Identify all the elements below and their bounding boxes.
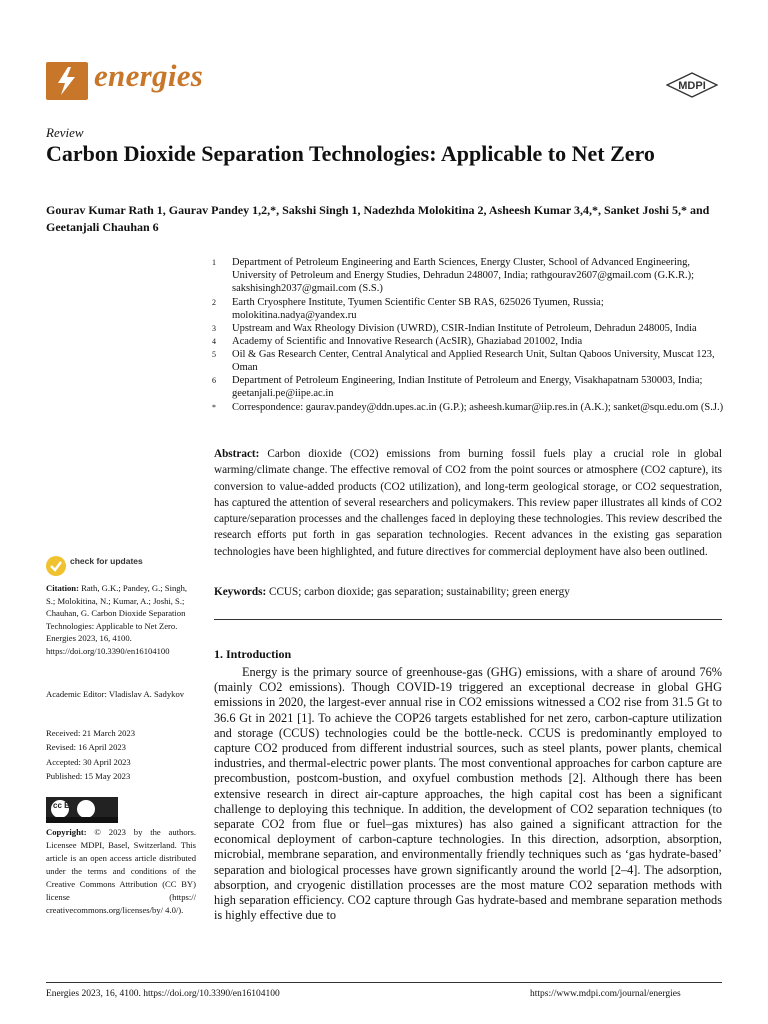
- article-title: Carbon Dioxide Separation Technologies: Applicable to Net Zero: [46, 141, 655, 166]
- copyright-text: © 2023 by the authors. Licensee MDPI, Basel, Switzerland. This article is an open access article distributed under the terms and conditions of the Creative Commons Attribution (CC BY) license (https:// creativecommons.org/licenses/by/ 4.0/).: [46, 827, 196, 915]
- affiliation-text: Department of Petroleum Engineering and Earth Sciences, Energy Cluster, School of Advanced Engineering, University of Petroleum and Energy Studies, Dehradun 248007, India; rathgourav2607@gmail.com (G.K.R.); sakshisingh2037@gmail.com (S.S.): [232, 257, 695, 294]
- journal-name[interactable]: energies: [94, 58, 204, 93]
- copyright-label: Copyright:: [46, 827, 87, 837]
- affiliation-text: Earth Cryosphere Institute, Tyumen Scientific Center SB RAS, 625026 Tyumen, Russia; molokitina.nadya@yandex.ru: [232, 297, 604, 321]
- date-revised: Revised: 16 April 2023: [46, 742, 126, 752]
- citation-block: [46, 582, 196, 657]
- check-for-updates-label: check for updates: [70, 556, 143, 566]
- copyright-notice: [46, 826, 196, 917]
- keywords: [214, 586, 722, 598]
- correspondence-text: Correspondence: gaurav.pandey@ddn.upes.ac.in (G.P.); asheesh.kumar@iip.res.in (A.K.); sanket@squ.edu.om (S.J.): [232, 402, 724, 413]
- affiliation-text: Upstream and Wax Rheology Division (UWRD), CSIR-Indian Institute of Petroleum, Dehradun 248005, India: [232, 323, 697, 334]
- affiliation-number: 4: [212, 337, 216, 346]
- affiliation-number: 6: [212, 376, 216, 385]
- citation-label: Citation:: [46, 583, 79, 593]
- abstract-label: Abstract:: [214, 448, 260, 460]
- check-for-updates-button[interactable]: [46, 556, 154, 578]
- affiliation-text: Oil & Gas Research Center, Central Analytical and Applied Research Unit, Sultan Qaboos University, Muscat 123, Oman: [232, 349, 715, 373]
- date-received: Received: 21 March 2023: [46, 728, 136, 738]
- affiliation-number: 5: [212, 350, 216, 359]
- abstract: [214, 446, 722, 560]
- affiliation-text: Academy of Scientific and Innovative Research (AcSIR), Ghaziabad 201002, India: [232, 336, 583, 347]
- abstract-text: Carbon dioxide (CO2) emissions from burning fossil fuels play a crucial role in global warming/climate change. The effective removal of CO2 from the point sources or atmosphere (CO2 capture), its conversion to value-added products (CO2 utilization), and long-term geological storage, or CO2 sequestration, has captured the attention of several researchers and policymakers. This review paper illustrates all kinds of CO2 capture/separation processes and the challenges faced in deploying these technologies. This review described the research efforts put forth in gas separation technologies. Recent advances in the existing gas separation technologies have been highlighted, and future directives for commercial deployment have also been outlined.: [214, 448, 723, 558]
- article-type: Review: [46, 125, 84, 140]
- author-list: Gourav Kumar Rath 1, Gaurav Pandey 1,2,*, Sakshi Singh 1, Nadezhda Molokitina 2, Asheesh Kumar 3,4,*, Sanket Joshi 5,* and Geetanjali Chauhan 6: [46, 203, 710, 234]
- date-accepted: Accepted: 30 April 2023: [46, 757, 131, 767]
- footer-citation: Energies 2023, 16, 4100. https://doi.org/10.3390/en16104100: [46, 989, 280, 999]
- academic-editor: Academic Editor: Vladislav A. Sadykov: [46, 689, 185, 699]
- cc-by-label: cc BY: [53, 801, 76, 810]
- correspondence-marker: *: [212, 403, 216, 412]
- affiliation-text: Department of Petroleum Engineering, Indian Institute of Petroleum and Energy, Visakhapatnam 530003, India; geetanjali.pe@iipe.ac.in: [232, 375, 703, 399]
- date-published: Published: 15 May 2023: [46, 771, 131, 781]
- footer-divider: [46, 982, 722, 983]
- check-icon: [46, 556, 66, 576]
- keywords-label: Keywords:: [214, 586, 267, 598]
- section-heading: 1. Introduction: [214, 647, 292, 661]
- footer-journal-link[interactable]: https://www.mdpi.com/journal/energies: [530, 989, 681, 999]
- affiliation-number: 2: [212, 298, 216, 307]
- journal-logo-icon: [46, 62, 88, 100]
- mdpi-logo[interactable]: [666, 72, 718, 98]
- introduction-paragraph: Energy is the primary source of greenhouse-gas (GHG) emissions, with a share of around 76% (mainly CO2 emissions). Though COVID-19 triggered an exceptional decrease in global GHG emissions in 2020, the largest-ever annual rise in CO2 emissions witnessed a CO2 rise from 31.5 Gt to 36.6 Gt in 2021 [1]. To achieve the COP26 targets established for net zero, carbon-capture utilization and storage (CCUS) technologies could be the bottle-neck. CCUS is predominantly employed to capture CO2 produced from different industrial sources, such as steel plants, power plants, chemical industries, and thermal-electric power plants. The most conventional approaches for carbon capture are precombustion, postcom-bustion, and oxyfuel combustion methods [2]. Although there has been extensive research in direct air-capture approaches, the high capital cost has been a significant challenge to deploying this technique. In addition, the development of CO2 separation techniques (to separate CO2 from flue or fuel–gas mixtures) has also gained a significant attraction for the economical deployment of carbon-capture technologies. In this direction, adsorption, absorption, microbial, membrane separation, and environmentally friendly techniques such as ‘gas hydrate-based’ separation and biological processes have grown significantly around the world [2–4]. The adsorption, absorption, and cryogenic distillation processes are the most mature CO2 separation methods with high separation efficiency. CO2 capture through Gas hydrate-based and membrane separation methods is highly effective due to: [214, 665, 722, 923]
- introduction-body: [214, 665, 722, 923]
- mdpi-label: MDPI: [678, 80, 706, 92]
- affiliation-number: 1: [212, 258, 216, 267]
- affiliation-number: 3: [212, 324, 216, 333]
- keywords-text: CCUS; carbon dioxide; gas separation; sustainability; green energy: [269, 586, 570, 598]
- citation-text: Rath, G.K.; Pandey, G.; Singh, S.; Molokitina, N.; Kumar, A.; Joshi, S.; Chauhan, G. Carbon Dioxide Separation Technologies: Applicable to Net Zero. Energies 2023, 16, 4100. https://doi.org/10.3390/en16104100: [46, 583, 188, 656]
- divider: [214, 619, 722, 620]
